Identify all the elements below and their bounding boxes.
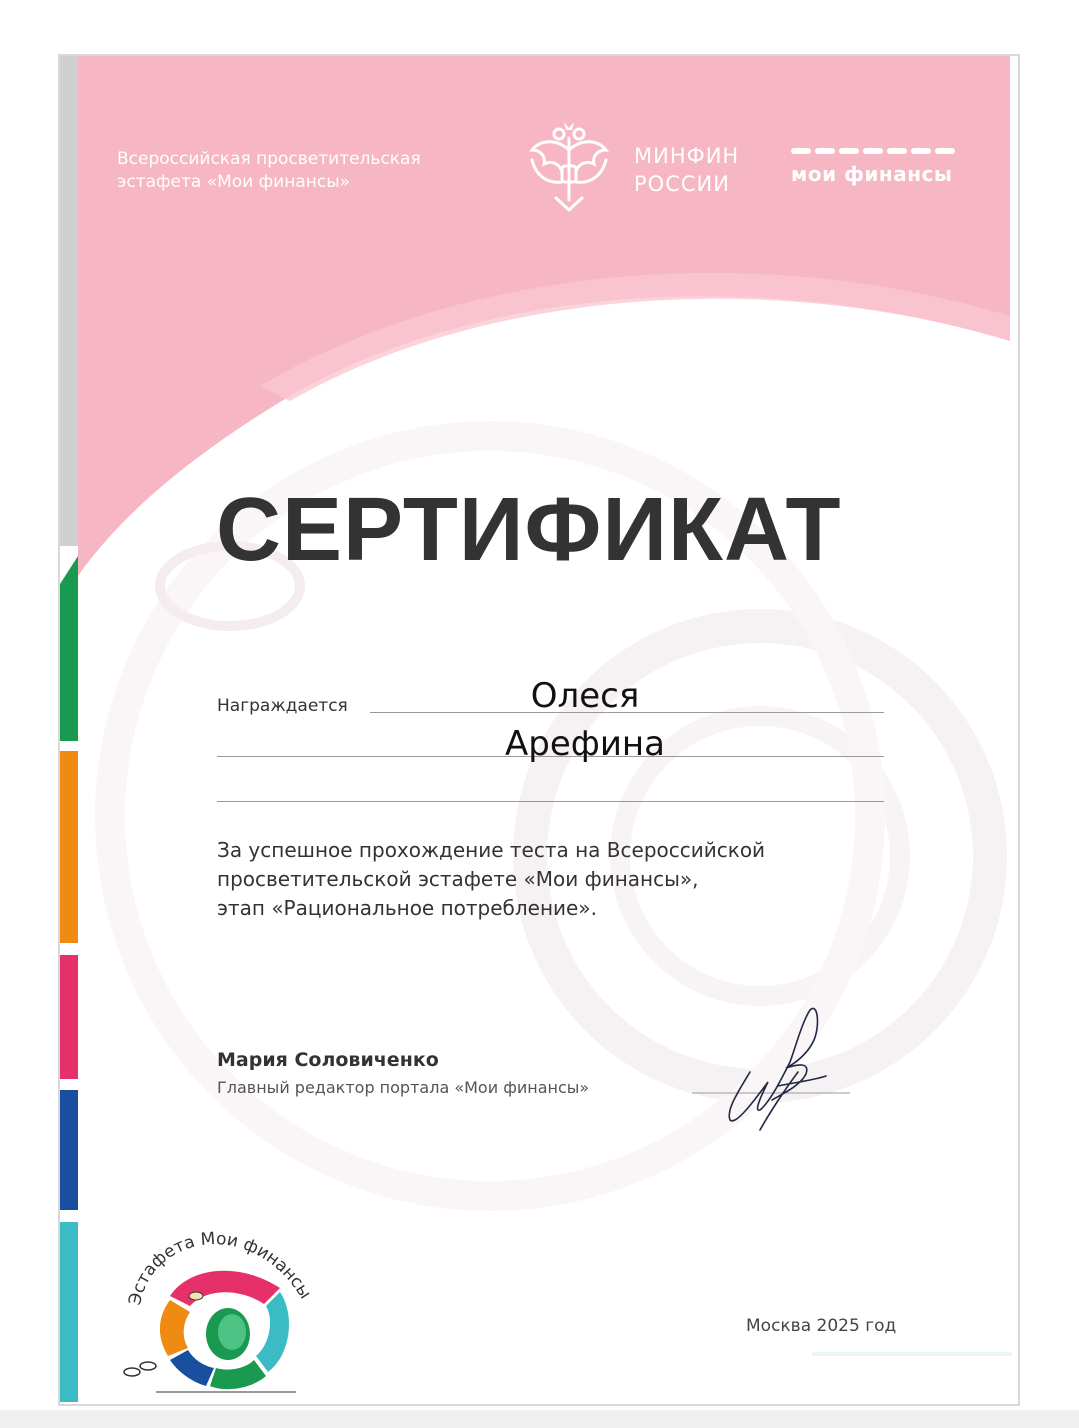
- description-line-2: просветительской эстафете «Мои финансы»,: [217, 867, 699, 891]
- relay-logo-icon: [100, 1196, 320, 1396]
- relay-header-line-1: Всероссийская просветительская: [117, 149, 421, 169]
- svg-text:Эстафета Мои финансы: [125, 1229, 315, 1307]
- signer-role: Главный редактор портала «Мои финансы»: [217, 1078, 590, 1097]
- minfin-logo-text: [634, 142, 739, 198]
- certificate-description: [217, 836, 857, 923]
- description-line-1: За успешное прохождение теста на Всероссийской: [217, 838, 766, 862]
- logo-bars: [791, 148, 955, 154]
- recipient-last-name: Арефина: [505, 724, 665, 764]
- moi-finansy-logo-text: мои финансы: [791, 162, 953, 186]
- minfin-line-1: МИНФИН: [634, 144, 740, 168]
- awarded-label: Награждается: [217, 696, 348, 716]
- handwritten-signature: [690, 1002, 860, 1132]
- recipient-line-3: [217, 801, 884, 802]
- bottom-strip: [0, 1410, 1079, 1428]
- signer-name: Мария Соловиченко: [217, 1049, 439, 1071]
- certificate-sheet: [58, 54, 1020, 1406]
- moi-finansy-logo: [791, 148, 955, 186]
- city-year: Москва 2025 год: [746, 1316, 897, 1336]
- certificate-title: СЕРТИФИКАТ: [216, 480, 842, 580]
- description-line-3: этап «Рациональное потребление».: [217, 896, 597, 920]
- relay-header-line-2: эстафета «Мои финансы»: [117, 172, 351, 192]
- minfin-line-2: РОССИИ: [634, 172, 730, 196]
- relay-logo-arc-text: Эстафета Мои финансы: [125, 1228, 316, 1307]
- relay-header-text: [117, 148, 477, 194]
- recipient-first-name: Олеся: [530, 676, 640, 716]
- double-headed-eagle-icon: [526, 120, 612, 214]
- recipient-name: [450, 672, 720, 768]
